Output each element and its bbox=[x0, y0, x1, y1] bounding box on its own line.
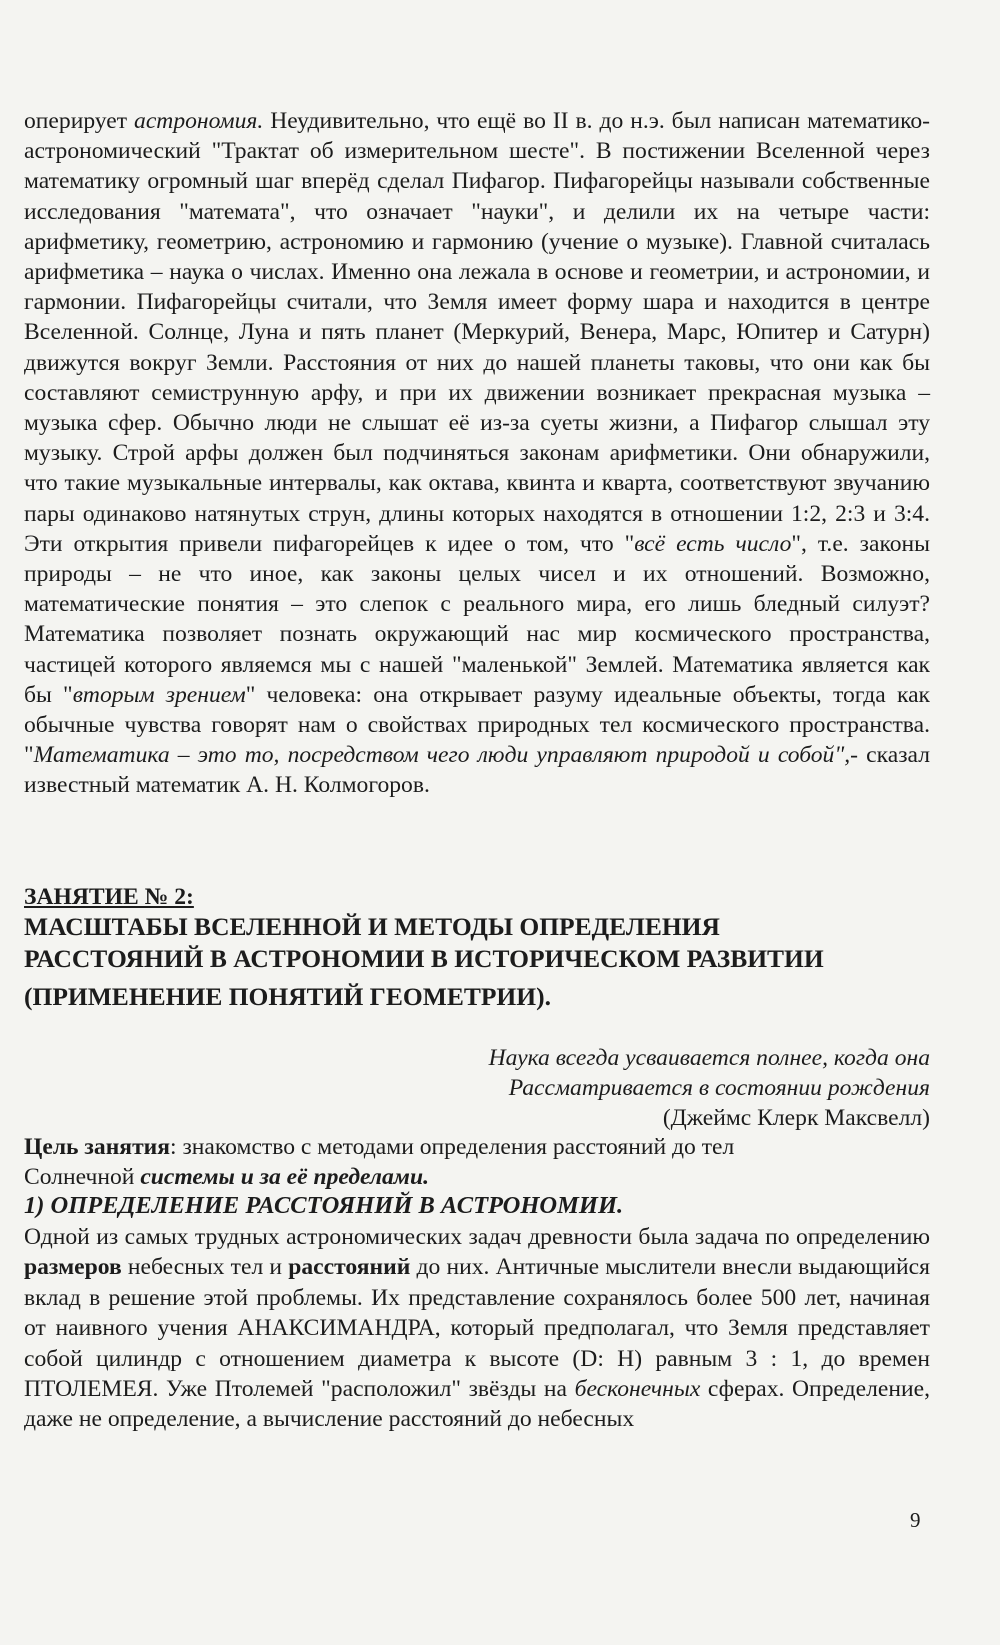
bold-term: размеров bbox=[24, 1254, 122, 1281]
lesson-title-line: РАССТОЯНИЙ В АСТРОНОМИИ В ИСТОРИЧЕСКОМ РАЗВИТИИ bbox=[24, 944, 824, 973]
goal-text: Солнечной bbox=[24, 1164, 141, 1190]
bold-term: расстояний bbox=[288, 1254, 411, 1281]
epigraph bbox=[24, 1043, 930, 1133]
lesson-label: ЗАНЯТИЕ № 2: bbox=[24, 884, 194, 910]
page-number: 9 bbox=[910, 1508, 921, 1532]
intro-paragraph bbox=[24, 106, 930, 801]
italic-quote: вторым зрением bbox=[72, 681, 246, 708]
text-run: небесных тел и bbox=[121, 1254, 289, 1281]
section-title: 1) ОПРЕДЕЛЕНИЕ РАССТОЯНИЙ В АСТРОНОМИИ. bbox=[24, 1192, 624, 1219]
text-run: до них. Античные мыслители внесли выдающийся вклад в решение этой проблемы. Их представление сохранялось более 500 лет, начиная от наивного учения АНАКСИМАНДРА, который предполагал, что Земля представляет собой цилиндр с отношением диаметра к высоте (D: H) равным 3 : 1, до времен ПТОЛЕМЕЯ. Уже Птолемей "расположил" звёзды на bbox=[24, 1254, 930, 1403]
text-run: ", т.е. законы природы – не что иное, как законы целых чисел и их отношений. Возможно, математические понятия – это слепок с реального мира, его лишь бледный силуэт? Математика позволяет познать окружающий нас мир космического пространства, частицей которого являемся мы с нашей "маленькой" Землей. Математика является как бы " bbox=[24, 530, 931, 708]
epigraph-line: Рассматривается в состоянии рождения bbox=[508, 1075, 930, 1101]
text-run: Неудивительно, что ещё во II в. до н.э. был написан математико-астрономический "Трактат об измерительном шесте". В постижении Вселенной через математику огромный шаг вперёд сделал Пифагор. Пифагорейцы называли собственные исследования "математа", что означает "науки", и делили их на четыре части: арифметику, геометрию, астрономию и гармонию (учение о музыке). Главной считалась арифметика – наука о числах. Именно она лежала в основе и геометрии, и астрономии, и гармонии. Пифагорейцы считали, что Земля имеет форму шара и находится в центре Вселенной. Солнце, Луна и пять планет (Меркурий, Венера, Марс, Юпитер и Сатурн) движутся вокруг Земли. Расстояния от них до нашей планеты таковы, что они как бы составляют семиструнную арфу, и при их движении возникает прекрасная музыка – музыка сфер. Обычно люди не слышат её из-за суеты жизни, а Пифагор слышал эту музыку. Строй арфы должен был подчиняться законам арифметики. Они обнаружили, что такие музыкальные интервалы, как октава, квинта и кварта, соответствуют звучанию пары одинаково натянутых струн, длины которых находятся в отношении 1:2, 2:3 и 3:4. Эти открытия привели пифагорейцев к идее о том, что " bbox=[24, 108, 930, 557]
lesson-title-line: (ПРИМЕНЕНИЕ ПОНЯТИЙ ГЕОМЕТРИИ). bbox=[24, 982, 551, 1011]
text-run: " человека: она открывает разуму идеальные объекты, тогда как обычные чувства говорят нам о свойствах природных тел космического пространства. " bbox=[24, 681, 930, 769]
lesson-goal bbox=[24, 1132, 930, 1192]
goal-label: Цель занятия bbox=[24, 1134, 171, 1160]
lesson-title-line: МАСШТАБЫ ВСЕЛЕННОЙ И МЕТОДЫ ОПРЕДЕЛЕНИЯ bbox=[24, 912, 720, 941]
text-run: сферах. Определение, даже не определение, а вычисление расстояний до небесных bbox=[24, 1376, 930, 1433]
goal-emphasis: системы и за её пределами. bbox=[140, 1164, 429, 1190]
epigraph-line: Наука всегда усваивается полнее, когда она bbox=[488, 1045, 930, 1071]
section-paragraph bbox=[24, 1222, 930, 1435]
text-run: Одной из самых трудных астрономических задач древности была задача по определению bbox=[24, 1224, 930, 1250]
goal-text: : знакомство с методами определения расстояний до тел bbox=[170, 1134, 735, 1160]
epigraph-author: (Джеймс Клерк Максвелл) bbox=[662, 1105, 930, 1131]
italic-quote: Математика – это то, посредством чего люди управляют природой и собой",- bbox=[33, 742, 859, 769]
italic-term: астрономия. bbox=[134, 108, 264, 134]
text-run: оперирует bbox=[24, 108, 135, 134]
italic-quote: всё есть число bbox=[634, 530, 792, 557]
italic-term: бесконечных bbox=[574, 1376, 701, 1403]
text-run: сказал известный математик А. Н. Колмогоров. bbox=[24, 742, 930, 799]
lesson-title bbox=[24, 912, 930, 1014]
